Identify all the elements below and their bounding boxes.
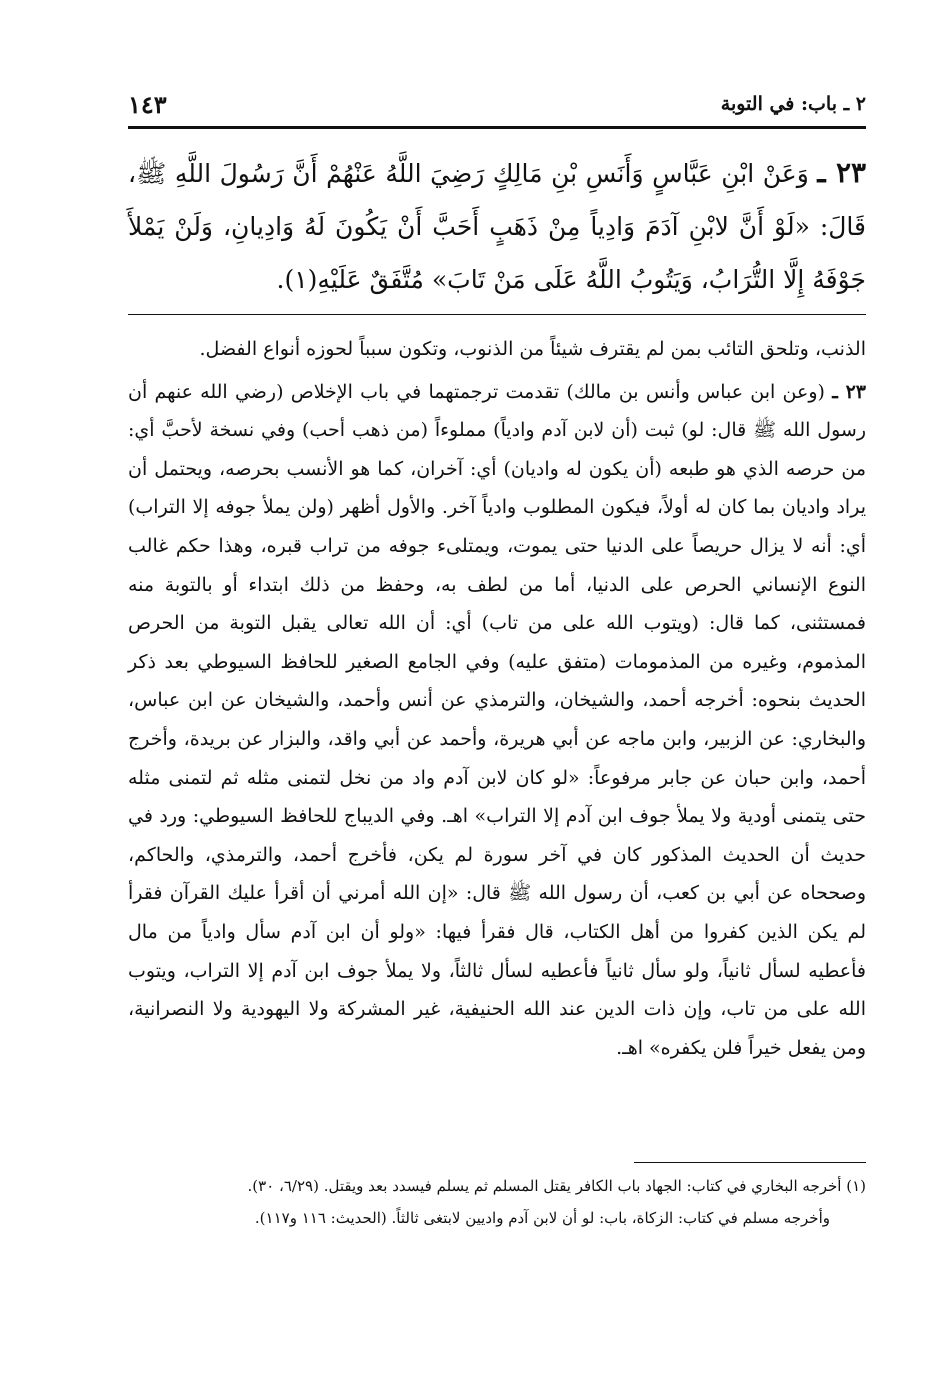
commentary-block: [128, 330, 866, 1067]
hadith-text: وَعَنْ ابْنِ عَبَّاسٍ وَأَنَسِ بْنِ مَالِكٍ رَضِيَ اللَّهُ عَنْهُمْ أَنَّ رَسُولَ اللَّهِ ﷺ، قَالَ: «لَوْ أَنَّ لابْنِ آدَمَ وَادِياً مِنْ ذَهَبٍ أَحَبَّ أَنْ يَكُونَ لَهُ وَادِيانِ، وَلَنْ يَمْلأَ جَوْفَهُ إِلَّا التُّرَابُ، وَيَتُوبُ اللَّهُ عَلَى مَنْ تَابَ» مُتَّفَقٌ عَلَيْهِ(١).: [128, 159, 866, 294]
running-title: ٢ ـ باب: في التوبة: [720, 93, 866, 115]
commentary-continuation: الذنب، وتلحق التائب بمن لم يقترف شيئاً من الذنوب، وتكون سبباً لحوزه أنواع الفضل.: [199, 338, 866, 360]
page-header: [128, 84, 866, 124]
commentary-body: (وعن ابن عباس وأنس بن مالك) تقدمت ترجمتهما في باب الإخلاص (رضي الله عنهم أن رسول الله ﷺ قال: لو) ثبت (أن لابن آدم وادياً) مملوءاً (من ذهب أحب) وفي نسخة لأحبَّ أي: من حرصه الذي هو طبعه (أن يكون له واديان) أي: آخران، كما هو الأنسب بحرصه، ويحتمل أن يراد واديان بما كان له أولاً، فيكون المطلوب وادياً آخر. والأول أظهر (ولن يملأ جوفه إلا التراب) أي: أنه لا يزال حريصاً على الدنيا حتى يموت، ويمتلىء جوفه من تراب قبره، وهذا حكم غالب النوع الإنساني الحرص على الدنيا، أما من لطف به، وحفظ من ذلك ابتداء أو بالتوبة منه فمستثنى، كما قال: (ويتوب الله على من تاب) أي: أن الله تعالى يقبل التوبة من الحرص المذموم، وغيره من المذمومات (متفق عليه) وفي الجامع الصغير للحافظ السيوطي بعد ذكر الحديث بنحوه: أخرجه أحمد، والشيخان، والترمذي عن أنس وأحمد، والشيخان عن ابن عباس، والبخاري: عن الزبير، وابن ماجه عن أبي هريرة، وأحمد عن أبي واقد، والبزار عن بريدة، وأخرج أحمد، وابن حبان عن جابر مرفوعاً: «لو كان لابن آدم واد من نخل لتمنى مثله ثم لتمنى مثله حتى يتمنى أودية ولا يملأ جوف ابن آدم إلا التراب» اهـ. وفي الديباج للحافظ السيوطي: ورد في حديث أن الحديث المذكور كان في آخر سورة لم يكن، فأخرج أحمد، والترمذي، والحاكم، وصححاه عن أبي بن كعب، أن رسول الله ﷺ قال: «إن الله أمرني أن أقرأ عليك القرآن فقرأ لم يكن الذين كفروا من أهل الكتاب، قال فقرأ فيها: «ولو أن ابن آدم سأل وادياً من مال فأعطيه لسأل ثانياً، ولو سأل ثانياً فأعطيه لسأل ثالثاً، ولا يملأ جوف ابن آدم إلا التراب، ويتوب الله على من تاب، وإن ذات الدين عند الله الحنيفية، غير المشركة ولا اليهودية ولا النصرانية، ومن يفعل خيراً فلن يكفره» اهـ.: [128, 380, 866, 1059]
hadith-divider: [128, 314, 866, 315]
header-rule: [128, 126, 866, 129]
footnote-rule: [634, 1162, 866, 1163]
hadith-number: ٢٣ ـ: [817, 156, 867, 189]
hadith-text-block: [128, 146, 866, 306]
commentary-number: ٢٣ ـ: [832, 380, 866, 403]
page-number: ١٤٣: [128, 89, 167, 119]
footnote-1-continued: وأخرجه مسلم في كتاب: الزكاة، باب: لو أن لابن آدم واديين لابتغى ثالثاً. (الحديث: ١١٦ و١١٧).: [254, 1209, 830, 1227]
commentary-paragraph: [128, 373, 866, 1068]
footnotes-block: [128, 1170, 866, 1234]
footnote-1: (١) أخرجه البخاري في كتاب: الجهاد باب الكافر يقتل المسلم ثم يسلم فيسدد بعد ويقتل. (٦/٢٩، ٣٠).: [247, 1177, 866, 1195]
